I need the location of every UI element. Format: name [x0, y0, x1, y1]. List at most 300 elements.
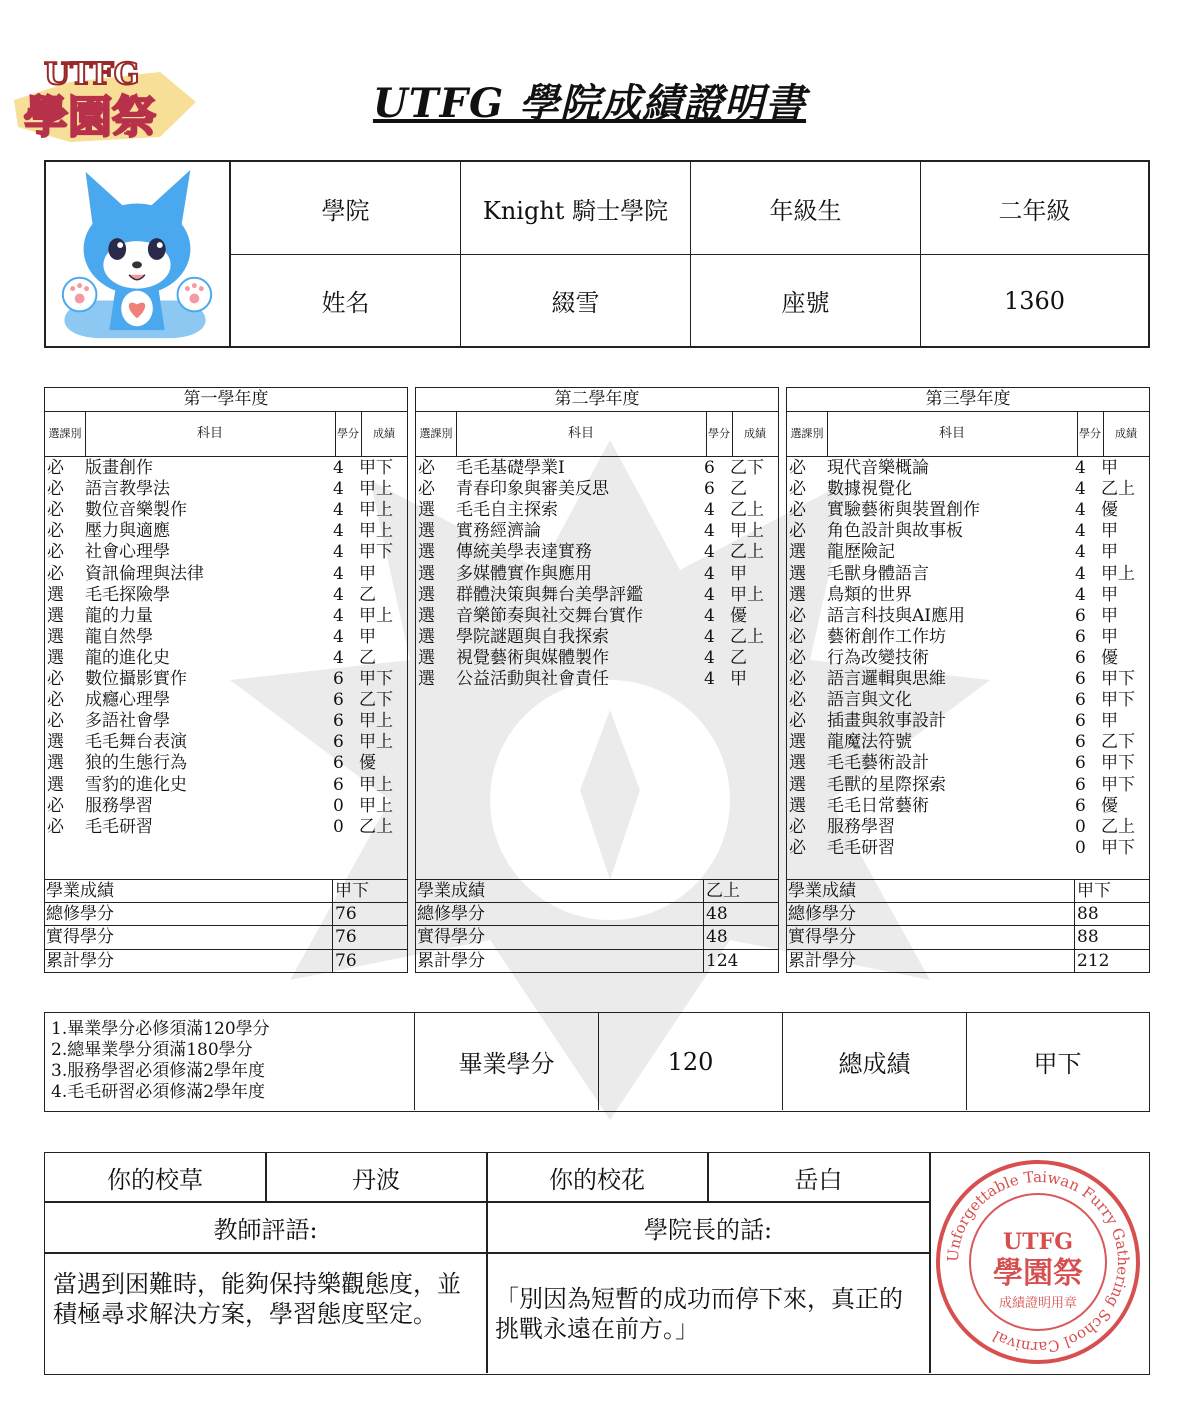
course-credits: 6	[1075, 690, 1086, 711]
summary-row-total	[45, 902, 407, 926]
year-title: 第一學年度	[45, 388, 407, 412]
course-credits: 6	[333, 753, 344, 774]
course-subject: 傳統美學表達實務	[456, 542, 592, 563]
course-subject: 鳥類的世界	[827, 584, 912, 605]
summary-label: 實得學分	[788, 927, 856, 948]
course-row	[45, 711, 407, 732]
course-type: 必	[47, 458, 64, 478]
col-credits-header: 學分	[1077, 411, 1103, 457]
course-type: 必	[789, 711, 806, 732]
teacher-comment-label: 教師評語:	[213, 1216, 318, 1244]
course-grade: 甲下	[359, 669, 393, 689]
course-row	[45, 564, 407, 585]
course-subject: 毛毛藝術設計	[827, 753, 929, 774]
course-row	[45, 606, 407, 627]
course-row	[787, 669, 1149, 690]
course-grade: 乙上	[359, 816, 393, 837]
course-type: 選	[789, 732, 806, 753]
course-subject: 實驗藝術與裝置創作	[827, 500, 980, 521]
course-row	[416, 648, 778, 669]
year-1-table	[44, 387, 408, 973]
course-grade: 甲上	[359, 732, 393, 753]
course-type: 必	[789, 690, 806, 711]
divider	[361, 411, 362, 456]
summary-row-total	[416, 902, 778, 926]
summary-value: 88	[1074, 926, 1099, 949]
summary-label: 累計學分	[788, 950, 856, 971]
col-type-header: 選課別	[416, 411, 456, 457]
course-type: 必	[789, 479, 806, 500]
course-grade: 甲	[730, 563, 747, 584]
course-row	[416, 564, 778, 585]
summary-value: 212	[1074, 950, 1109, 973]
course-credits: 4	[333, 584, 344, 605]
course-grade: 乙下	[730, 458, 764, 478]
course-row	[45, 690, 407, 711]
course-grade: 甲下	[1101, 753, 1135, 774]
course-credits: 6	[1075, 626, 1086, 647]
course-subject: 實務經濟論	[456, 521, 541, 542]
course-credits: 4	[1075, 584, 1086, 605]
course-type: 必	[47, 500, 64, 521]
col-credits-header: 學分	[706, 411, 732, 457]
course-row	[416, 521, 778, 542]
year-title: 第二學年度	[416, 388, 778, 412]
course-row	[45, 775, 407, 796]
graduation-notes	[51, 1019, 270, 1103]
course-credits: 4	[333, 521, 344, 542]
course-type: 選	[418, 584, 435, 605]
course-grade: 乙上	[730, 542, 764, 563]
note-line: 3.服務學習必須修滿2學年度	[51, 1061, 266, 1081]
summary-row-gpa	[45, 879, 407, 903]
divider	[929, 1153, 931, 1373]
course-subject: 視覺藝術與媒體製作	[456, 647, 609, 668]
course-row	[416, 458, 778, 479]
course-row	[45, 796, 407, 817]
summary-value: 乙上	[703, 880, 740, 903]
svg-text:Unforgettable Taiwan Furry Gat: Unforgettable Taiwan Furry Gathering School Carnival	[943, 1167, 1133, 1357]
divider	[45, 1252, 930, 1254]
summary-label: 總修學分	[788, 904, 856, 925]
course-type: 必	[789, 816, 806, 837]
course-type: 必	[789, 626, 806, 647]
course-subject: 公益活動與社會責任	[456, 669, 609, 689]
course-subject: 語言邏輯與思維	[827, 669, 946, 689]
course-grade: 甲下	[359, 542, 393, 563]
course-subject: 毛毛自主探索	[456, 500, 558, 521]
course-grade: 甲上	[730, 584, 764, 605]
course-subject: 毛獸的星際探索	[827, 774, 946, 795]
course-credits: 0	[1075, 816, 1086, 837]
course-row	[45, 521, 407, 542]
course-grade: 甲	[1101, 458, 1118, 478]
course-row	[787, 817, 1149, 838]
course-grade: 甲上	[1101, 563, 1135, 584]
course-type: 必	[47, 816, 64, 837]
summary-value: 甲下	[332, 880, 369, 903]
divider	[85, 411, 86, 456]
course-type: 選	[47, 647, 64, 668]
course-credits: 6	[333, 732, 344, 753]
school-seal-stamp	[933, 1157, 1143, 1367]
course-row	[787, 690, 1149, 711]
course-grade: 乙上	[1101, 816, 1135, 837]
crush-value: 丹波	[352, 1165, 400, 1194]
course-subject: 插畫與敘事設計	[827, 711, 946, 732]
flower-value: 岳白	[794, 1165, 843, 1194]
svg-text:UTFG: UTFG	[1003, 1229, 1073, 1255]
course-subject: 現代音樂概論	[827, 458, 929, 478]
course-row	[787, 458, 1149, 479]
course-credits: 4	[704, 563, 715, 584]
course-subject: 學院謎題與自我探索	[456, 626, 609, 647]
course-row	[787, 627, 1149, 648]
col-subject-header: 科目	[827, 411, 1077, 457]
note-line: 2.總畢業學分須滿180學分	[51, 1040, 253, 1060]
col-type-header: 選課別	[787, 411, 827, 457]
course-grade: 乙下	[359, 690, 393, 711]
course-type: 選	[418, 626, 435, 647]
course-grade: 甲	[1101, 542, 1118, 563]
grad-credits-value: 120	[598, 1013, 782, 1110]
course-row	[787, 732, 1149, 753]
summary-row-earned	[416, 925, 778, 949]
course-type: 必	[47, 542, 64, 563]
year-title: 第三學年度	[787, 388, 1149, 412]
course-type: 選	[418, 605, 435, 626]
summary-row-cumulative	[416, 949, 778, 973]
course-grade: 甲上	[359, 795, 393, 816]
course-credits: 4	[1075, 542, 1086, 563]
svg-text:成績證明用章: 成績證明用章	[998, 1296, 1078, 1311]
svg-text:學園祭: 學園祭	[24, 92, 156, 143]
course-subject: 毛毛探險學	[85, 584, 170, 605]
course-type: 選	[47, 626, 64, 647]
course-credits: 4	[1075, 458, 1086, 478]
course-credits: 4	[333, 605, 344, 626]
course-subject: 龍的力量	[85, 605, 153, 626]
name-label: 姓名	[230, 255, 460, 346]
divider	[827, 411, 828, 456]
seat-value: 1360	[920, 255, 1148, 346]
blue-fox-character-icon	[46, 162, 228, 344]
course-type: 選	[789, 563, 806, 584]
course-subject: 語言教學法	[85, 479, 170, 500]
course-credits: 4	[1075, 479, 1086, 500]
course-type: 必	[789, 647, 806, 668]
course-credits: 4	[1075, 500, 1086, 521]
course-type: 必	[789, 837, 806, 858]
course-row	[45, 648, 407, 669]
course-row	[45, 669, 407, 690]
course-subject: 毛毛研習	[85, 816, 153, 837]
course-type: 必	[47, 563, 64, 584]
note-line: 1.畢業學分必修須滿120學分	[51, 1019, 270, 1039]
course-row	[45, 479, 407, 500]
course-grade: 甲上	[359, 711, 393, 732]
summary-row-earned	[787, 925, 1149, 949]
course-grade: 優	[1101, 795, 1118, 816]
course-grade: 乙	[730, 479, 747, 500]
grade-label: 年級生	[690, 162, 920, 254]
course-row	[787, 606, 1149, 627]
course-type: 選	[789, 584, 806, 605]
course-subject: 多語社會學	[85, 711, 170, 732]
overall-label: 總成績	[782, 1013, 966, 1110]
course-subject: 多媒體實作與應用	[456, 563, 592, 584]
course-grade: 甲	[359, 563, 376, 584]
summary-row-total	[787, 902, 1149, 926]
course-credits: 4	[704, 605, 715, 626]
course-grade: 優	[1101, 500, 1118, 521]
course-grade: 乙上	[730, 626, 764, 647]
course-type: 必	[789, 669, 806, 689]
course-credits: 6	[1075, 732, 1086, 753]
divider	[1103, 411, 1104, 456]
course-subject: 群體決策與舞台美學評鑑	[456, 584, 643, 605]
course-row	[787, 500, 1149, 521]
course-subject: 資訊倫理與法律	[85, 563, 204, 584]
course-grade: 乙上	[1101, 479, 1135, 500]
course-credits: 6	[1075, 753, 1086, 774]
course-grade: 乙	[730, 647, 747, 668]
course-subject: 藝術創作工作坊	[827, 626, 946, 647]
summary-label: 學業成績	[46, 881, 114, 901]
profile-table	[44, 160, 1150, 348]
course-credits: 6	[1075, 647, 1086, 668]
course-row	[787, 648, 1149, 669]
course-grade: 優	[359, 753, 376, 774]
summary-value: 76	[332, 926, 357, 949]
divider	[706, 411, 707, 456]
summary-row-earned	[45, 925, 407, 949]
year-3-table	[786, 387, 1150, 973]
course-type: 選	[789, 795, 806, 816]
summary-label: 累計學分	[46, 950, 114, 971]
divider	[456, 411, 457, 456]
course-row	[787, 796, 1149, 817]
course-type: 必	[418, 479, 435, 500]
course-grade: 甲	[359, 626, 376, 647]
college-label: 學院	[230, 162, 460, 254]
course-credits: 4	[704, 542, 715, 563]
course-grade: 甲	[1101, 521, 1118, 542]
course-grade: 甲上	[359, 605, 393, 626]
course-grade: 甲下	[1101, 690, 1135, 711]
course-type: 必	[47, 795, 64, 816]
summary-label: 學業成績	[788, 881, 856, 901]
course-subject: 毛獸身體語言	[827, 563, 929, 584]
course-subject: 音樂節奏與社交舞台實作	[456, 605, 643, 626]
course-row	[45, 753, 407, 774]
course-subject: 語言與文化	[827, 690, 912, 711]
course-type: 必	[789, 458, 806, 478]
course-grade: 甲	[1101, 711, 1118, 732]
course-credits: 4	[333, 479, 344, 500]
course-row	[416, 542, 778, 563]
course-subject: 毛毛基礎學業I	[456, 458, 565, 478]
course-subject: 狼的生態行為	[85, 753, 187, 774]
course-grade: 甲下	[1101, 837, 1135, 858]
name-value: 綴雪	[460, 255, 690, 346]
course-credits: 6	[333, 669, 344, 689]
course-credits: 6	[704, 458, 715, 478]
course-row	[45, 542, 407, 563]
course-type: 選	[418, 542, 435, 563]
summary-row-gpa	[787, 879, 1149, 903]
summary-value: 甲下	[1074, 880, 1111, 903]
course-credits: 6	[333, 690, 344, 711]
course-type: 必	[47, 521, 64, 542]
summary-row-gpa	[416, 879, 778, 903]
course-grade: 甲上	[359, 479, 393, 500]
course-subject: 青春印象與審美反思	[456, 479, 609, 500]
course-credits: 4	[704, 647, 715, 668]
course-grade: 甲	[1101, 626, 1118, 647]
course-grade: 甲下	[1101, 669, 1135, 689]
summary-label: 學業成績	[417, 881, 485, 901]
course-type: 選	[47, 605, 64, 626]
course-grade: 乙上	[730, 500, 764, 521]
course-type: 選	[418, 500, 435, 521]
course-credits: 6	[1075, 774, 1086, 795]
course-credits: 4	[704, 584, 715, 605]
course-subject: 數位音樂製作	[85, 500, 187, 521]
course-subject: 毛毛舞台表演	[85, 732, 187, 753]
course-subject: 龍自然學	[85, 626, 153, 647]
course-type: 選	[47, 774, 64, 795]
course-credits: 6	[333, 711, 344, 732]
course-credits: 6	[1075, 711, 1086, 732]
course-credits: 4	[704, 521, 715, 542]
course-subject: 龍魔法符號	[827, 732, 912, 753]
course-grade: 甲上	[359, 500, 393, 521]
course-grade: 甲	[730, 669, 747, 689]
page-title: UTFG 學院成績證明書	[372, 80, 807, 127]
col-grade-header: 成績	[732, 411, 778, 457]
course-type: 必	[47, 711, 64, 732]
seat-label: 座號	[690, 255, 920, 346]
course-grade: 甲上	[730, 521, 764, 542]
course-credits: 4	[1075, 563, 1086, 584]
summary-label: 總修學分	[46, 904, 114, 925]
divider	[732, 411, 733, 456]
overall-value: 甲下	[966, 1013, 1148, 1110]
course-grade: 甲下	[359, 458, 393, 478]
course-row	[787, 585, 1149, 606]
course-row	[416, 606, 778, 627]
course-subject: 社會心理學	[85, 542, 170, 563]
course-credits: 4	[333, 647, 344, 668]
course-credits: 4	[704, 500, 715, 521]
grad-credits-label: 畢業學分	[414, 1013, 598, 1110]
course-type: 選	[418, 647, 435, 668]
course-subject: 毛毛日常藝術	[827, 795, 929, 816]
course-row	[45, 458, 407, 479]
dean-comment-label: 學院長的話:	[643, 1216, 773, 1244]
course-credits: 0	[333, 816, 344, 837]
course-credits: 4	[1075, 521, 1086, 542]
course-grade: 甲下	[1101, 774, 1135, 795]
course-credits: 4	[704, 669, 715, 689]
col-grade-header: 成績	[361, 411, 407, 457]
course-grade: 乙	[359, 647, 376, 668]
course-type: 必	[47, 690, 64, 711]
course-credits: 4	[333, 563, 344, 584]
grade-value: 二年級	[920, 162, 1148, 254]
course-grade: 優	[1101, 647, 1118, 668]
course-credits: 6	[1075, 669, 1086, 689]
course-type: 必	[418, 458, 435, 478]
course-row	[787, 564, 1149, 585]
course-credits: 4	[333, 458, 344, 478]
course-subject: 數位攝影實作	[85, 669, 187, 689]
divider	[1077, 411, 1078, 456]
col-type-header: 選課別	[45, 411, 85, 457]
year-2-table	[415, 387, 779, 973]
course-type: 選	[418, 563, 435, 584]
svg-text:UTFG: UTFG	[44, 57, 140, 92]
course-row	[416, 585, 778, 606]
crush-label: 你的校草	[107, 1165, 203, 1194]
summary-row-cumulative	[45, 949, 407, 973]
summary-label: 累計學分	[417, 950, 485, 971]
course-row	[787, 711, 1149, 732]
course-row	[787, 521, 1149, 542]
course-type: 選	[789, 753, 806, 774]
summary-value: 124	[703, 950, 738, 973]
course-subject: 毛毛研習	[827, 837, 895, 858]
course-type: 選	[47, 753, 64, 774]
summary-row-cumulative	[787, 949, 1149, 973]
course-row	[416, 479, 778, 500]
course-row	[45, 585, 407, 606]
course-row	[45, 500, 407, 521]
col-subject-header: 科目	[456, 411, 706, 457]
course-row	[416, 669, 778, 690]
col-credits-header: 學分	[335, 411, 361, 457]
course-credits: 6	[333, 774, 344, 795]
course-type: 必	[789, 500, 806, 521]
course-row	[787, 775, 1149, 796]
course-grade: 乙	[359, 584, 376, 605]
course-grade: 乙下	[1101, 732, 1135, 753]
course-type: 必	[47, 479, 64, 500]
college-value: Knight 騎士學院	[460, 162, 690, 254]
course-subject: 語言科技與AI應用	[827, 605, 965, 626]
note-line: 4.毛毛研習必須修滿2學年度	[51, 1082, 266, 1102]
course-subject: 服務學習	[827, 816, 895, 837]
col-grade-header: 成績	[1103, 411, 1149, 457]
course-grade: 甲	[1101, 584, 1118, 605]
course-type: 選	[418, 521, 435, 542]
course-type: 選	[789, 542, 806, 563]
course-row	[787, 753, 1149, 774]
course-credits: 0	[333, 795, 344, 816]
teacher-comment: 當遇到困難時，能夠保持樂觀態度，並積極尋求解決方案，學習態度堅定。	[53, 1270, 461, 1328]
course-row	[45, 627, 407, 648]
course-grade: 甲上	[359, 521, 393, 542]
course-type: 必	[47, 669, 64, 689]
course-type: 必	[789, 605, 806, 626]
course-row	[416, 500, 778, 521]
summary-value: 48	[703, 926, 728, 949]
course-credits: 6	[1075, 795, 1086, 816]
dean-comment: 「別因為短暫的成功而停下來，真正的挑戰永遠在前方。」	[495, 1285, 903, 1343]
course-subject: 龍的進化史	[85, 647, 170, 668]
course-subject: 龍歷險記	[827, 542, 895, 563]
